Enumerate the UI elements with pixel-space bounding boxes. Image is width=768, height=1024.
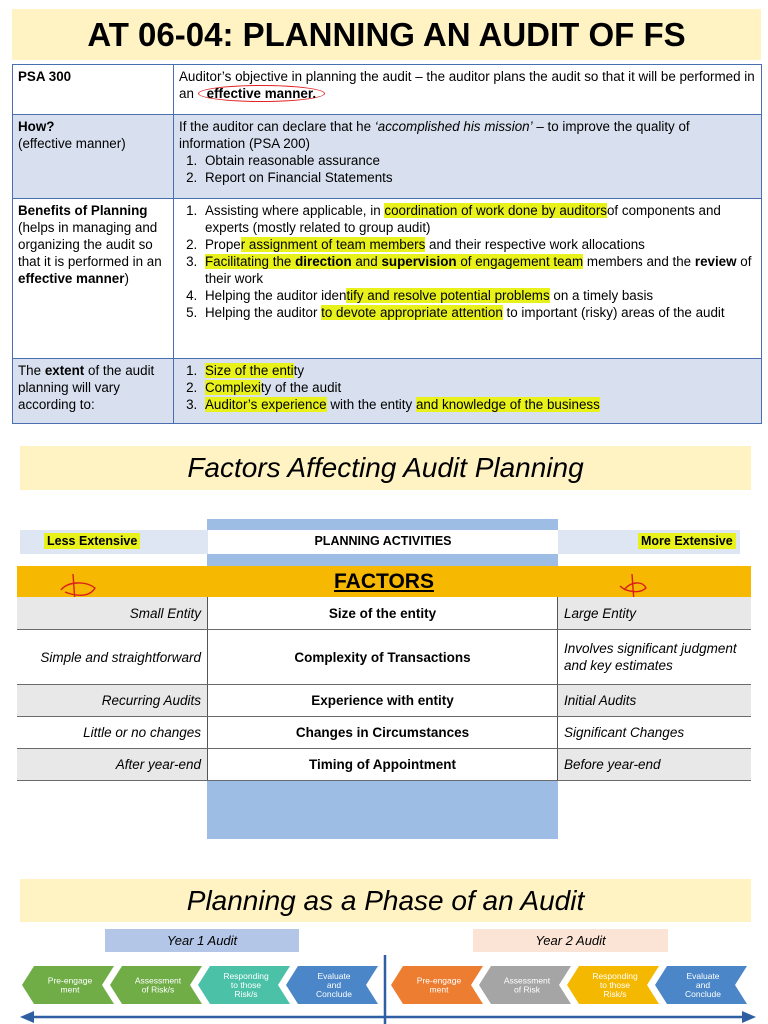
chevron-label: Conclude <box>316 989 352 999</box>
extent-label-a: The <box>18 363 42 378</box>
row-label-cell <box>13 65 174 115</box>
title-banner <box>12 9 761 60</box>
benefits-label: Benefits of Planning <box>18 203 148 218</box>
chevron-label: ment <box>429 984 449 995</box>
factor-more: Involves significant judgment and key estimates <box>564 641 737 673</box>
planning-activities-label: PLANNING ACTIVITIES <box>314 534 452 548</box>
row-content-cell <box>174 199 762 359</box>
chevron-label: Pre-engage <box>416 975 462 986</box>
chevron-label: and <box>695 980 711 990</box>
chevron-label: Assessment <box>503 975 551 986</box>
item-text: ty of the audit <box>260 380 342 395</box>
how-label: How? <box>18 119 55 134</box>
row-label-cell <box>13 115 174 199</box>
factor-name: Complexity of Transactions <box>208 630 558 684</box>
effective-manner-circled: effective manner. <box>198 85 325 102</box>
chevron-label: to those <box>599 980 631 990</box>
chevron-label: Responding <box>223 971 269 981</box>
factor-more: Significant Changes <box>564 725 685 740</box>
chevron-label: Evaluate <box>686 971 720 981</box>
factor-name: Changes in Circumstances <box>208 717 558 748</box>
highlighted-text: and knowledge of the business <box>415 397 600 412</box>
bold-text: review <box>694 254 737 269</box>
factor-name: Size of the entity <box>208 597 558 630</box>
factor-less: Small Entity <box>17 597 208 630</box>
highlighted-text: tify and resolve potential problems <box>346 288 550 303</box>
factor-less: Little or no changes <box>17 717 208 748</box>
page-title: AT 06-04: PLANNING AN AUDIT OF FS <box>87 16 686 53</box>
extent-list <box>179 362 756 413</box>
list-item <box>201 362 756 379</box>
less-extensive-label: Less Extensive <box>44 533 140 549</box>
factors-label: FACTORS <box>334 570 434 593</box>
chevron-label: Assessment <box>134 975 182 986</box>
audit-phase-diagram <box>0 955 768 1024</box>
factor-row <box>17 717 751 748</box>
phase-heading-banner <box>20 879 751 922</box>
chevron-label: and <box>326 980 342 990</box>
item-text: Assisting where applicable, in <box>205 203 381 218</box>
year1-label: Year 1 Audit <box>105 929 299 952</box>
extent-label-c: of the audit planning will vary according to: <box>18 363 155 412</box>
chevron-label: Conclude <box>685 989 721 999</box>
highlighted-text: Facilitating the <box>205 254 292 269</box>
highlighted-text: r assignment of team members <box>240 237 426 252</box>
row-divider <box>17 780 751 781</box>
highlighted-bold: supervision <box>381 254 457 269</box>
factors-heading-banner <box>20 446 751 490</box>
year1-step <box>110 966 202 1004</box>
row-content-cell <box>174 115 762 199</box>
highlighted-text: to devote appropriate attention <box>321 305 503 320</box>
benefits-effective: effective manner <box>18 271 125 286</box>
more-extensive-label: More Extensive <box>638 533 736 549</box>
year1-step <box>286 966 378 1004</box>
table-row-benefits <box>13 199 762 359</box>
factor-less: After year-end <box>17 749 208 780</box>
item-text: of their work <box>205 254 752 286</box>
highlighted-text: and <box>355 254 378 269</box>
chevron-label: Risk/s <box>603 989 627 999</box>
highlighted-bold: direction <box>295 254 352 269</box>
factor-row <box>17 685 751 716</box>
list-item <box>201 396 756 413</box>
phase-heading: Planning as a Phase of an Audit <box>186 885 585 916</box>
item-text: on a timely basis <box>553 288 654 303</box>
list-item <box>201 287 756 304</box>
item-text: to important (risky) areas of the audit <box>506 305 725 320</box>
year1-step <box>198 966 290 1004</box>
item-text: members and the <box>586 254 692 269</box>
year2-step <box>391 966 483 1004</box>
chevron-label: Evaluate <box>317 971 351 981</box>
chevron-label: ment <box>60 984 80 995</box>
timeline-arrow-left <box>20 1011 34 1023</box>
highlighted-text: Complexi <box>205 380 261 395</box>
row-content-cell <box>174 65 762 115</box>
list-item: 1. Obtain reasonable assurance <box>201 152 756 169</box>
factor-name: Timing of Appointment <box>208 749 558 780</box>
table-row-how <box>13 115 762 199</box>
highlighted-text: of engagement team <box>460 254 584 269</box>
list-item <box>201 253 756 287</box>
how-list <box>179 152 756 186</box>
factor-row <box>17 597 751 630</box>
list-item <box>201 202 756 236</box>
benefits-paren: ) <box>124 271 129 286</box>
row-label-cell <box>13 359 174 424</box>
factor-more: Before year-end <box>564 757 661 772</box>
year1-step <box>22 966 114 1004</box>
factor-more: Large Entity <box>564 606 637 621</box>
chevron-label: Risk/s <box>234 989 258 999</box>
year2-label: Year 2 Audit <box>473 929 668 952</box>
highlighted-text: Auditor’s experience <box>205 397 327 412</box>
extent-label-bold: extent <box>44 363 85 378</box>
planning-table <box>12 64 762 424</box>
chevron-label: Pre-engage <box>47 975 93 986</box>
chevron-label: Responding <box>592 971 638 981</box>
factor-name: Experience with entity <box>208 685 558 716</box>
benefits-sublabel: (helps in managing and organizing the audit so that it is performed in an <box>18 220 162 269</box>
highlighted-text: coordination of work done by auditors <box>384 203 607 218</box>
table-row-extent <box>13 359 762 424</box>
item-text: ty <box>293 363 305 378</box>
timeline-arrow-right <box>742 1011 756 1023</box>
factor-more: Initial Audits <box>564 693 637 708</box>
item-text: Prope <box>205 237 241 252</box>
item-text: of components and experts (mostly related to group audit) <box>205 203 721 235</box>
chevron-label: to those <box>230 980 262 990</box>
how-text-c: – to improve the quality of information (PSA 200) <box>179 119 690 151</box>
list-item <box>201 236 756 253</box>
row-content-cell <box>174 359 762 424</box>
psa300-label: PSA 300 <box>18 69 72 84</box>
item-text: Helping the auditor <box>205 305 318 320</box>
item-text: Helping the auditor iden <box>205 288 347 303</box>
item-text: and their respective work allocations <box>429 237 645 252</box>
item-text: with the entity <box>330 397 413 412</box>
factor-less: Simple and straightforward <box>17 630 208 684</box>
list-item: 2. Report on Financial Statements <box>201 169 756 186</box>
list-item <box>201 304 756 321</box>
highlighted-text: Size of the enti <box>205 363 294 378</box>
benefits-list <box>179 202 756 321</box>
chevron-label: of Risk/s <box>141 984 175 995</box>
chevron-label: of Risk <box>514 984 540 995</box>
year2-step <box>655 966 747 1004</box>
row-label-cell <box>13 199 174 359</box>
how-text-quote: ‘accomplished his mission’ <box>374 119 533 134</box>
factor-row <box>17 630 751 684</box>
factors-heading: Factors Affecting Audit Planning <box>187 452 584 483</box>
year2-step <box>479 966 571 1004</box>
factor-row <box>17 749 751 780</box>
year2-step <box>567 966 659 1004</box>
list-item <box>201 379 756 396</box>
table-row-psa300 <box>13 65 762 115</box>
factor-less: Recurring Audits <box>17 685 208 716</box>
how-text-a: If the auditor can declare that he <box>179 119 372 134</box>
how-sublabel: (effective manner) <box>18 136 126 151</box>
psa300-text: Auditor’s objective in planning the audit – the auditor plans the audit so that it will be performed in an <box>179 69 755 101</box>
